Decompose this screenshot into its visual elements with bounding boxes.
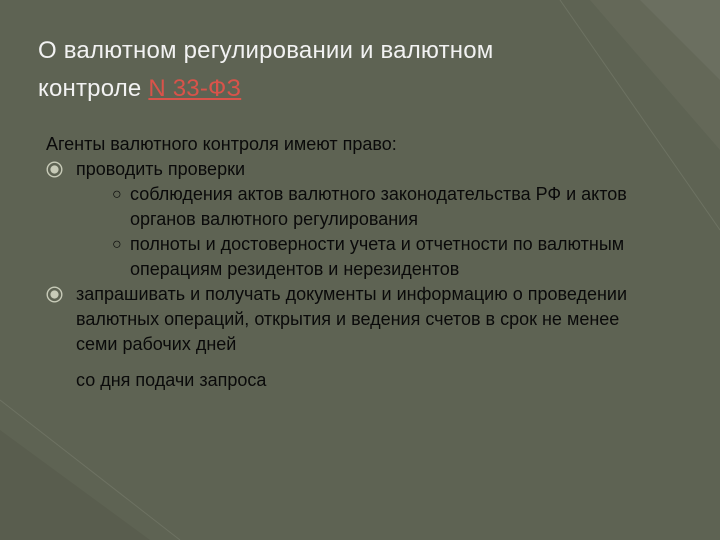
title-line-1: О валютном регулировании и валютном bbox=[38, 37, 494, 64]
intro-text: Агенты валютного контроля имеют право: bbox=[46, 134, 397, 154]
sub-item bbox=[46, 232, 646, 282]
sub-text: соблюдения актов валютного законодательства РФ и актов органов валютного регулирования bbox=[130, 184, 627, 229]
bullet-text: запрашивать и получать документы и информацию о проведении валютных операций, открытия и ведения счетов в срок не менее семи рабочих дней bbox=[76, 284, 628, 354]
bullet-text: проводить проверки bbox=[76, 159, 246, 179]
title-line-2 bbox=[38, 70, 678, 108]
bullseye-icon bbox=[46, 286, 63, 303]
continuation-text: со дня подачи запроса bbox=[76, 370, 267, 390]
sub-text: полноты и достоверности учета и отчетности по валютным операциям резидентов и нерезидентов bbox=[130, 234, 625, 279]
bullseye-icon bbox=[46, 161, 63, 178]
title-prefix: контроле bbox=[38, 75, 149, 102]
sub-item bbox=[46, 182, 646, 232]
circle-bullet-icon: ○ bbox=[112, 236, 122, 253]
law-link[interactable]: N 33-ФЗ bbox=[148, 75, 242, 102]
bullet-item bbox=[46, 157, 646, 182]
slide-body bbox=[46, 132, 646, 393]
circle-bullet-icon: ○ bbox=[112, 186, 122, 203]
slide-title bbox=[38, 32, 678, 108]
bullet-item bbox=[46, 282, 646, 357]
